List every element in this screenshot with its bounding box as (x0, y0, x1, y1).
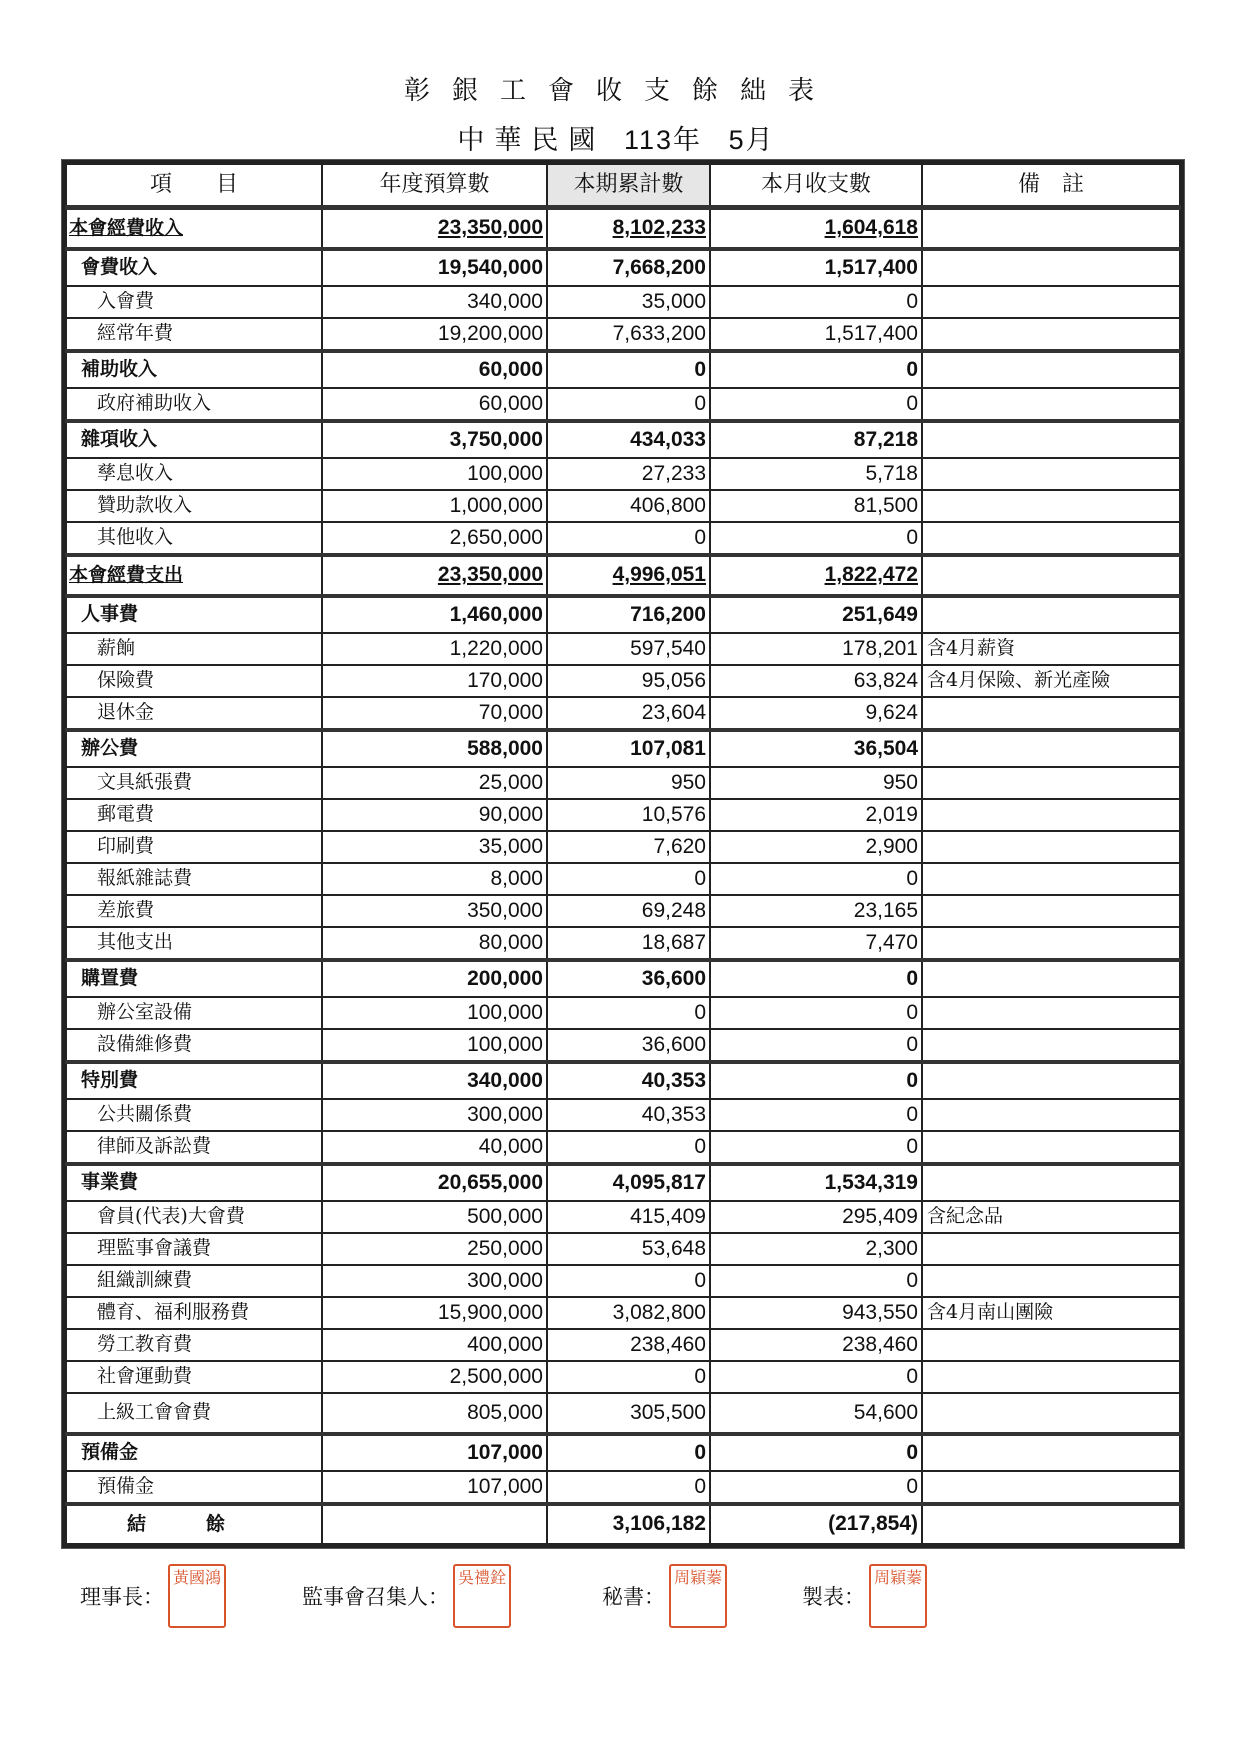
item-cell: 雜項收入 (66, 421, 322, 458)
cumulative-cell: 23,604 (547, 697, 710, 730)
month-cell: 0 (710, 997, 922, 1029)
table-row (66, 522, 1180, 555)
month-cell: 0 (710, 1471, 922, 1504)
item-cell: 預備金 (66, 1471, 322, 1504)
table-row (66, 633, 1180, 665)
item-cell: 入會費 (66, 286, 322, 318)
item-cell: 薪餉 (66, 633, 322, 665)
note-cell: 含紀念品 (922, 1201, 1180, 1233)
balance-row (66, 1504, 1180, 1544)
budget-cell: 500,000 (322, 1201, 547, 1233)
month-cell: 178,201 (710, 633, 922, 665)
budget-cell: 20,655,000 (322, 1164, 547, 1201)
month-cell: 2,019 (710, 799, 922, 831)
note-cell (922, 208, 1180, 250)
table-row (66, 1471, 1180, 1504)
item-cell: 其他收入 (66, 522, 322, 555)
table-row (66, 697, 1180, 730)
cumulative-cell: 69,248 (547, 895, 710, 927)
budget-cell: 23,350,000 (322, 208, 547, 250)
note-cell (922, 799, 1180, 831)
note-cell (922, 895, 1180, 927)
section-row (66, 421, 1180, 458)
note-cell: 含4月南山團險 (922, 1297, 1180, 1329)
item-cell: 結餘 (66, 1504, 322, 1544)
item-cell: 人事費 (66, 596, 322, 633)
note-cell (922, 960, 1180, 997)
note-cell (922, 1131, 1180, 1164)
item-cell: 購置費 (66, 960, 322, 997)
note-cell (922, 1164, 1180, 1201)
item-cell: 本會經費支出 (66, 555, 322, 596)
month-cell: 0 (710, 1062, 922, 1099)
note-cell (922, 997, 1180, 1029)
table-row (66, 1297, 1180, 1329)
item-cell: 補助收入 (66, 351, 322, 388)
item-cell: 特別費 (66, 1062, 322, 1099)
table-header-row (66, 164, 1180, 208)
cumulative-cell: 0 (547, 1361, 710, 1393)
note-cell (922, 1434, 1180, 1471)
item-cell: 差旅費 (66, 895, 322, 927)
item-cell: 上級工會會費 (66, 1393, 322, 1434)
note-cell (922, 318, 1180, 351)
note-cell (922, 730, 1180, 767)
cumulative-cell: 40,353 (547, 1099, 710, 1131)
month-cell: 251,649 (710, 596, 922, 633)
budget-cell: 300,000 (322, 1265, 547, 1297)
cumulative-cell: 0 (547, 351, 710, 388)
cumulative-cell: 415,409 (547, 1201, 710, 1233)
note-cell (922, 1099, 1180, 1131)
table-row (66, 1265, 1180, 1297)
cumulative-cell: 7,668,200 (547, 249, 710, 286)
budget-cell: 19,540,000 (322, 249, 547, 286)
section-row (66, 1062, 1180, 1099)
seal-stamp-icon: 黃國鴻 (168, 1564, 226, 1628)
budget-cell: 80,000 (322, 927, 547, 960)
period-month: 5 (728, 125, 746, 155)
section-row (66, 351, 1180, 388)
cumulative-cell: 716,200 (547, 596, 710, 633)
month-cell: 2,300 (710, 1233, 922, 1265)
item-cell: 經常年費 (66, 318, 322, 351)
budget-cell: 35,000 (322, 831, 547, 863)
note-cell (922, 1329, 1180, 1361)
signature-1 (80, 1564, 226, 1628)
cumulative-cell: 406,800 (547, 490, 710, 522)
signature-2 (302, 1564, 511, 1628)
table-row (66, 927, 1180, 960)
note-cell (922, 421, 1180, 458)
month-cell: 238,460 (710, 1329, 922, 1361)
budget-cell: 100,000 (322, 997, 547, 1029)
note-cell (922, 1062, 1180, 1099)
table-row (66, 1201, 1180, 1233)
budget-cell: 300,000 (322, 1099, 547, 1131)
cumulative-cell: 238,460 (547, 1329, 710, 1361)
note-cell (922, 286, 1180, 318)
table-row (66, 388, 1180, 421)
budget-cell: 40,000 (322, 1131, 547, 1164)
month-cell: 0 (710, 286, 922, 318)
table-row (66, 1361, 1180, 1393)
section-row (66, 1164, 1180, 1201)
table-body (66, 208, 1180, 1545)
note-cell: 含4月薪資 (922, 633, 1180, 665)
budget-cell: 15,900,000 (322, 1297, 547, 1329)
note-cell (922, 831, 1180, 863)
cumulative-cell: 597,540 (547, 633, 710, 665)
note-cell (922, 555, 1180, 596)
table-row (66, 997, 1180, 1029)
budget-cell: 107,000 (322, 1471, 547, 1504)
cumulative-cell: 4,996,051 (547, 555, 710, 596)
cumulative-cell: 3,082,800 (547, 1297, 710, 1329)
month-cell: 63,824 (710, 665, 922, 697)
table-row (66, 1131, 1180, 1164)
note-cell (922, 388, 1180, 421)
note-cell (922, 1504, 1180, 1544)
income-expense-table (62, 160, 1184, 1548)
month-cell: 0 (710, 1265, 922, 1297)
budget-cell: 90,000 (322, 799, 547, 831)
item-cell: 事業費 (66, 1164, 322, 1201)
note-cell (922, 863, 1180, 895)
section-row (66, 249, 1180, 286)
item-cell: 本會經費收入 (66, 208, 322, 250)
month-cell: 7,470 (710, 927, 922, 960)
budget-cell: 588,000 (322, 730, 547, 767)
month-cell: 295,409 (710, 1201, 922, 1233)
signature-role: 監事會召集人： (302, 1585, 449, 1609)
signature-role: 秘書： (602, 1585, 665, 1609)
item-cell: 勞工教育費 (66, 1329, 322, 1361)
note-cell (922, 767, 1180, 799)
note-cell (922, 490, 1180, 522)
cumulative-cell: 305,500 (547, 1393, 710, 1434)
note-cell (922, 1361, 1180, 1393)
cumulative-cell: 0 (547, 1434, 710, 1471)
item-cell: 退休金 (66, 697, 322, 730)
budget-cell: 1,460,000 (322, 596, 547, 633)
cumulative-cell: 10,576 (547, 799, 710, 831)
budget-cell (322, 1504, 547, 1544)
table-row (66, 490, 1180, 522)
item-cell: 社會運動費 (66, 1361, 322, 1393)
budget-cell: 350,000 (322, 895, 547, 927)
budget-cell: 340,000 (322, 286, 547, 318)
seal-stamp-icon: 周穎蓁 (669, 1564, 727, 1628)
month-cell: 1,604,618 (710, 208, 922, 250)
signature-role: 理事長： (80, 1585, 164, 1609)
month-cell: 1,517,400 (710, 318, 922, 351)
cumulative-cell: 0 (547, 1131, 710, 1164)
item-cell: 會員(代表)大會費 (66, 1201, 322, 1233)
table-row (66, 799, 1180, 831)
table-row (66, 1099, 1180, 1131)
item-cell: 體育、福利服務費 (66, 1297, 322, 1329)
column-header-cumulative: 本期累計數 (547, 164, 710, 208)
note-cell (922, 522, 1180, 555)
signature-3 (602, 1564, 727, 1628)
item-cell: 預備金 (66, 1434, 322, 1471)
note-cell (922, 596, 1180, 633)
budget-cell: 2,650,000 (322, 522, 547, 555)
item-cell: 理監事會議費 (66, 1233, 322, 1265)
table-row (66, 1029, 1180, 1062)
cumulative-cell: 0 (547, 863, 710, 895)
period-year-unit: 年 (673, 125, 710, 156)
cumulative-cell: 4,095,817 (547, 1164, 710, 1201)
budget-cell: 107,000 (322, 1434, 547, 1471)
month-cell: 23,165 (710, 895, 922, 927)
cumulative-cell: 18,687 (547, 927, 710, 960)
note-cell (922, 458, 1180, 490)
budget-cell: 170,000 (322, 665, 547, 697)
budget-cell: 1,000,000 (322, 490, 547, 522)
budget-cell: 25,000 (322, 767, 547, 799)
month-cell: 87,218 (710, 421, 922, 458)
signature-4 (802, 1564, 927, 1628)
section-row (66, 730, 1180, 767)
note-cell (922, 249, 1180, 286)
budget-cell: 200,000 (322, 960, 547, 997)
month-cell: 0 (710, 1029, 922, 1062)
cumulative-cell: 7,620 (547, 831, 710, 863)
cumulative-cell: 3,106,182 (547, 1504, 710, 1544)
item-cell: 贊助款收入 (66, 490, 322, 522)
cumulative-cell: 53,648 (547, 1233, 710, 1265)
month-cell: 9,624 (710, 697, 922, 730)
item-cell: 組織訓練費 (66, 1265, 322, 1297)
cumulative-cell: 0 (547, 1471, 710, 1504)
budget-cell: 23,350,000 (322, 555, 547, 596)
note-cell (922, 1393, 1180, 1434)
cumulative-cell: 434,033 (547, 421, 710, 458)
column-header-budget: 年度預算數 (322, 164, 547, 208)
table-row (66, 1329, 1180, 1361)
section-row (66, 960, 1180, 997)
table-row (66, 863, 1180, 895)
table-row (66, 1233, 1180, 1265)
month-cell: 1,534,319 (710, 1164, 922, 1201)
month-cell: 1,822,472 (710, 555, 922, 596)
section-row (66, 596, 1180, 633)
cumulative-cell: 40,353 (547, 1062, 710, 1099)
table-row (66, 895, 1180, 927)
budget-cell: 70,000 (322, 697, 547, 730)
period-year: 113 (623, 125, 673, 155)
document-title: 彰銀工會收支餘絀表 (403, 76, 836, 106)
cumulative-cell: 8,102,233 (547, 208, 710, 250)
cumulative-cell: 107,081 (547, 730, 710, 767)
month-cell: 36,504 (710, 730, 922, 767)
month-cell: 0 (710, 1361, 922, 1393)
item-cell: 印刷費 (66, 831, 322, 863)
column-header-month: 本月收支數 (710, 164, 922, 208)
note-cell (922, 1265, 1180, 1297)
column-header-item: 項 目 (66, 164, 322, 208)
note-cell (922, 927, 1180, 960)
budget-cell: 400,000 (322, 1329, 547, 1361)
seal-stamp-icon: 吳禮銓 (453, 1564, 511, 1628)
budget-cell: 250,000 (322, 1233, 547, 1265)
item-cell: 設備維修費 (66, 1029, 322, 1062)
item-cell: 報紙雜誌費 (66, 863, 322, 895)
column-header-note: 備 註 (922, 164, 1180, 208)
month-cell: 2,900 (710, 831, 922, 863)
item-cell: 公共關係費 (66, 1099, 322, 1131)
budget-cell: 3,750,000 (322, 421, 547, 458)
item-cell: 其他支出 (66, 927, 322, 960)
seal-stamp-icon: 周穎蓁 (869, 1564, 927, 1628)
table-row (66, 665, 1180, 697)
budget-cell: 8,000 (322, 863, 547, 895)
section-row (66, 1434, 1180, 1471)
cumulative-cell: 36,600 (547, 960, 710, 997)
cumulative-cell: 95,056 (547, 665, 710, 697)
item-cell: 文具紙張費 (66, 767, 322, 799)
table-row (66, 1393, 1180, 1434)
month-cell: 0 (710, 863, 922, 895)
note-cell (922, 1233, 1180, 1265)
month-cell: 0 (710, 960, 922, 997)
cumulative-cell: 35,000 (547, 286, 710, 318)
budget-cell: 805,000 (322, 1393, 547, 1434)
table-row (66, 286, 1180, 318)
note-cell (922, 1471, 1180, 1504)
document-body (62, 160, 1184, 1636)
item-cell: 會費收入 (66, 249, 322, 286)
month-cell: 54,600 (710, 1393, 922, 1434)
month-cell: 0 (710, 351, 922, 388)
budget-cell: 340,000 (322, 1062, 547, 1099)
document-period (0, 118, 1240, 157)
item-cell: 律師及訴訟費 (66, 1131, 322, 1164)
total-row (66, 555, 1180, 596)
cumulative-cell: 0 (547, 1265, 710, 1297)
item-cell: 政府補助收入 (66, 388, 322, 421)
table-row (66, 318, 1180, 351)
month-cell: 0 (710, 1131, 922, 1164)
budget-cell: 19,200,000 (322, 318, 547, 351)
cumulative-cell: 0 (547, 522, 710, 555)
month-cell: (217,854) (710, 1504, 922, 1544)
month-cell: 81,500 (710, 490, 922, 522)
month-cell: 0 (710, 1434, 922, 1471)
month-cell: 0 (710, 1099, 922, 1131)
month-cell: 0 (710, 388, 922, 421)
budget-cell: 1,220,000 (322, 633, 547, 665)
note-cell: 含4月保險、新光產險 (922, 665, 1180, 697)
cumulative-cell: 0 (547, 997, 710, 1029)
cumulative-cell: 7,633,200 (547, 318, 710, 351)
item-cell: 保險費 (66, 665, 322, 697)
item-cell: 辦公費 (66, 730, 322, 767)
signature-role: 製表： (802, 1585, 865, 1609)
month-cell: 943,550 (710, 1297, 922, 1329)
month-cell: 1,517,400 (710, 249, 922, 286)
item-cell: 辦公室設備 (66, 997, 322, 1029)
total-row (66, 208, 1180, 250)
budget-cell: 100,000 (322, 1029, 547, 1062)
period-month-unit: 月 (745, 125, 783, 156)
cumulative-cell: 950 (547, 767, 710, 799)
item-cell: 孳息收入 (66, 458, 322, 490)
month-cell: 950 (710, 767, 922, 799)
table-row (66, 767, 1180, 799)
budget-cell: 2,500,000 (322, 1361, 547, 1393)
budget-cell: 60,000 (322, 351, 547, 388)
cumulative-cell: 27,233 (547, 458, 710, 490)
month-cell: 0 (710, 522, 922, 555)
period-prefix: 中華民國 (457, 125, 606, 156)
note-cell (922, 351, 1180, 388)
month-cell: 5,718 (710, 458, 922, 490)
item-cell: 郵電費 (66, 799, 322, 831)
signature-block (62, 1560, 1162, 1636)
cumulative-cell: 0 (547, 388, 710, 421)
table-row (66, 831, 1180, 863)
cumulative-cell: 36,600 (547, 1029, 710, 1062)
note-cell (922, 697, 1180, 730)
table-row (66, 458, 1180, 490)
note-cell (922, 1029, 1180, 1062)
budget-cell: 60,000 (322, 388, 547, 421)
budget-cell: 100,000 (322, 458, 547, 490)
